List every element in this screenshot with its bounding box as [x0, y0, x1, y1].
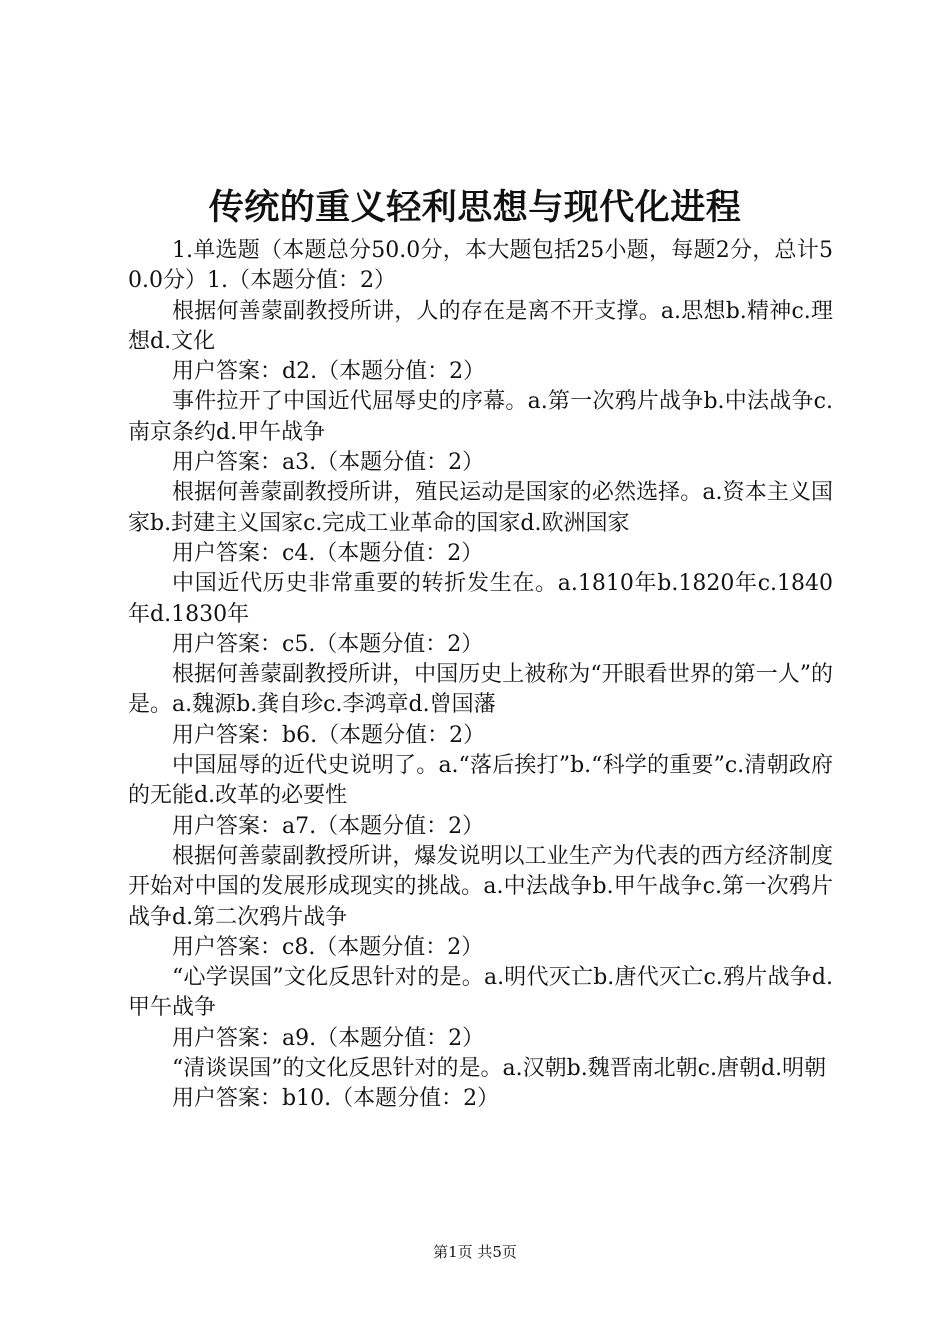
- answer-paragraph: 用户答案：b10.（本题分值：2）: [172, 1086, 500, 1112]
- answer-paragraph: 用户答案：c8.（本题分值：2）: [172, 934, 484, 960]
- document-body: [128, 236, 833, 1115]
- page-footer: 第1页 共5页: [433, 1243, 517, 1261]
- answer-paragraph: 用户答案：b6.（本题分值：2）: [172, 722, 486, 748]
- question-paragraph: 1.单选题（本题总分50.0分，本大题包括25小题，每题2分，总计50.0分）1.（本题分值：2）: [128, 238, 833, 294]
- question-paragraph: “心学误国”文化反思针对的是。a.明代灭亡b.唐代灭亡c.鸦片战争d.甲午战争: [128, 965, 833, 1021]
- question-paragraph: 中国屈辱的近代史说明了。a.“落后挨打”b.“科学的重要”c.清朝政府的无能d.改革的必要性: [128, 753, 833, 809]
- question-paragraph: 中国近代历史非常重要的转折发生在。a.1810年b.1820年c.1840年d.1830年: [128, 571, 833, 627]
- question-paragraph: 根据何善蒙副教授所讲，中国历史上被称为“开眼看世界的第一人”的是。a.魏源b.龚自珍c.李鸿章d.曾国藩: [128, 662, 833, 718]
- question-paragraph: “清谈误国”的文化反思针对的是。a.汉朝b.魏晋南北朝c.唐朝d.明朝: [172, 1056, 827, 1082]
- answer-paragraph: 用户答案：a9.（本题分值：2）: [172, 1025, 485, 1051]
- question-paragraph: 根据何善蒙副教授所讲，人的存在是离不开支撑。a.思想b.精神c.理想d.文化: [128, 298, 833, 354]
- page-title: 传统的重义轻利思想与现代化进程: [208, 187, 742, 228]
- answer-paragraph: 用户答案：c4.（本题分值：2）: [172, 540, 484, 566]
- answer-paragraph: 用户答案：c5.（本题分值：2）: [172, 631, 484, 657]
- answer-paragraph: 用户答案：d2.（本题分值：2）: [172, 359, 486, 385]
- answer-paragraph: 用户答案：a3.（本题分值：2）: [172, 450, 485, 476]
- question-paragraph: 根据何善蒙副教授所讲，爆发说明以工业生产为代表的西方经济制度开始对中国的发展形成现实的挑战。a.中法战争b.甲午战争c.第一次鸦片战争d.第二次鸦片战争: [128, 843, 833, 930]
- answer-paragraph: 用户答案：a7.（本题分值：2）: [172, 813, 485, 839]
- question-paragraph: 根据何善蒙副教授所讲，殖民运动是国家的必然选择。a.资本主义国家b.封建主义国家c.完成工业革命的国家d.欧洲国家: [128, 480, 833, 536]
- question-paragraph: 事件拉开了中国近代屈辱史的序幕。a.第一次鸦片战争b.中法战争c.南京条约d.甲午战争: [128, 389, 833, 445]
